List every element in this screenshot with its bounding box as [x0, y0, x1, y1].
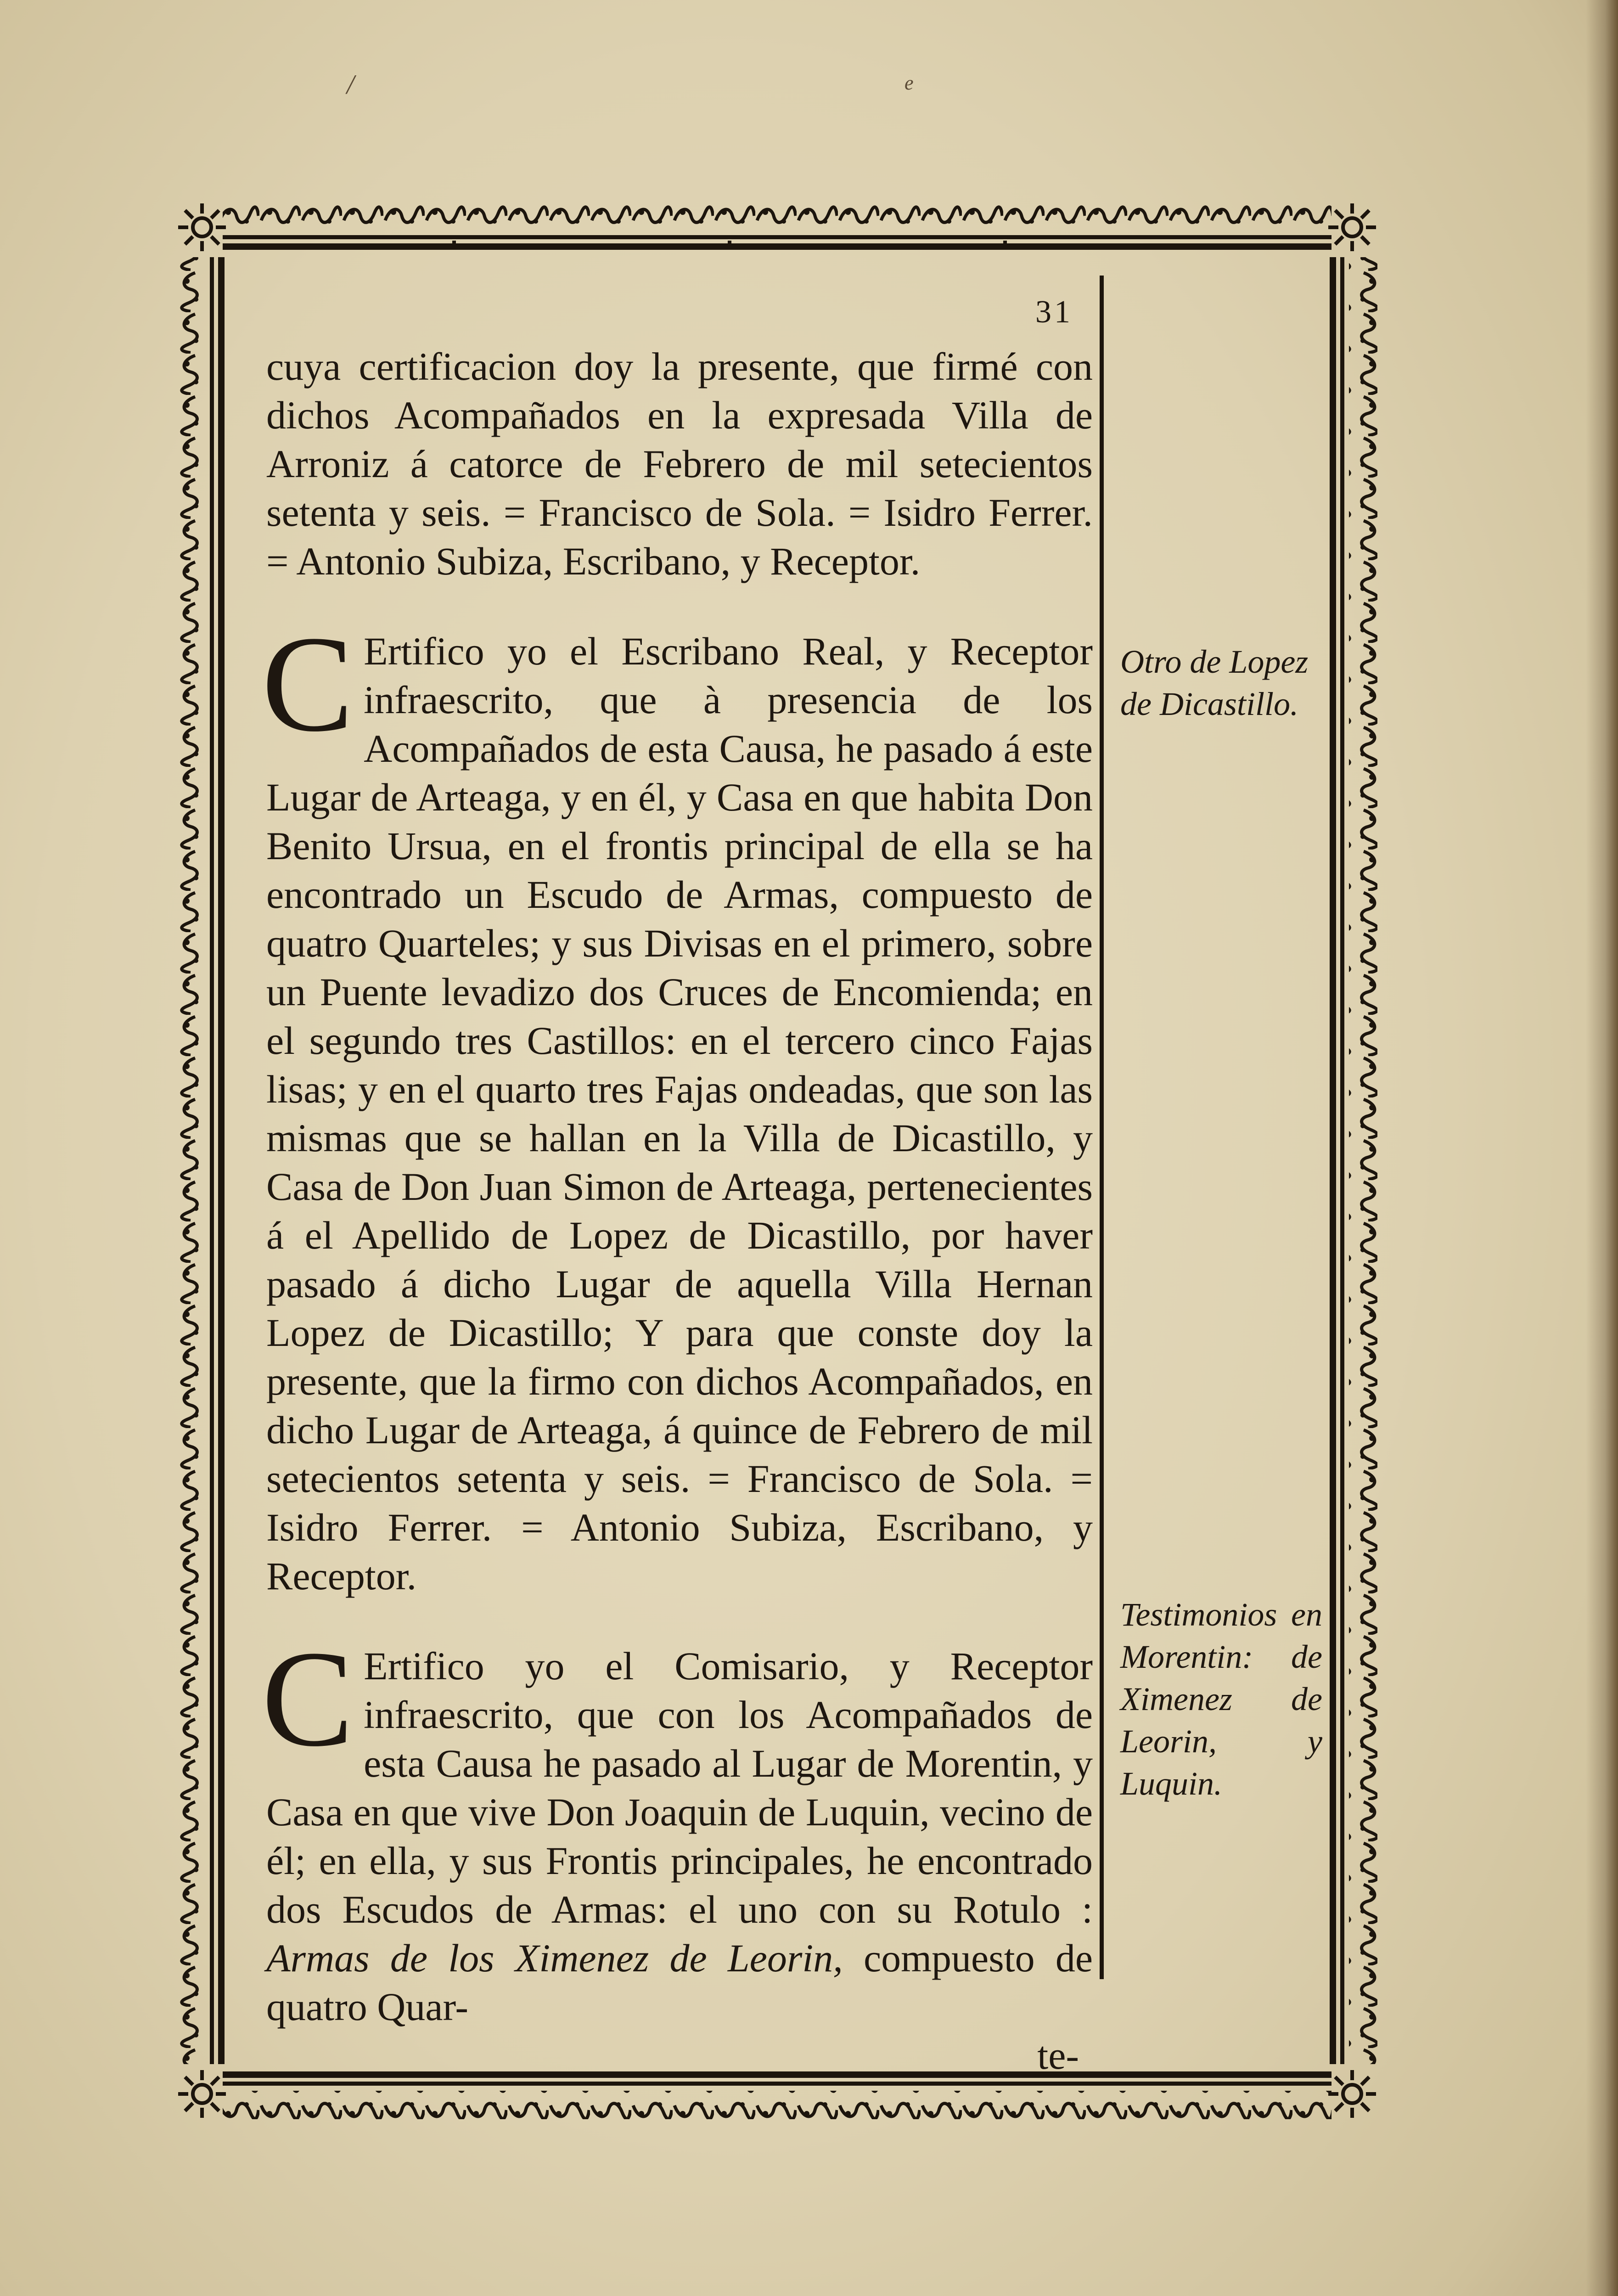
main-text-column	[262, 342, 1093, 2080]
paragraph-text-end: compuesto de quatro Quar-	[266, 1936, 1093, 2029]
corner-sun-ornament-bottom-left	[174, 2066, 230, 2122]
paragraph-certificate-arteaga	[262, 608, 1093, 1600]
margin-note-lopez-dicastillo: Otro de Lopez de Dicastillo.	[1120, 643, 1309, 722]
drop-capital: C	[262, 1622, 354, 1775]
page-number: 31	[1035, 294, 1073, 330]
column-divider-rule	[1100, 276, 1104, 1979]
stray-pen-mark: /	[347, 69, 354, 100]
paragraph-text: Ertifico yo el Escribano Real, y Receptor infraescrito, que à presencia de los Acompañados de esta Causa, he pasado á este Lugar de Arteaga, y en él, y Casa en que habita Don Benito Ursua, en el frontis principal de ella se ha encontrado un Escudo de Armas, compuesto de quatro Quarteles; y sus Divisas en el primero, sobre un Puente levadizo dos Cruces de Encomienda; en el segundo tres Castillos: en el tercero cinco Fajas lisas; y en el quarto tres Fajas ondeadas, que son las mismas que se hallan en la Villa de Dicastillo, y Casa de Don Juan Simon de Arteaga, pertenecientes á el Apellido de Lopez de Dicastillo, por haver pasado á dicho Lugar de aquella Villa Hernan Lopez de Dicastillo; Y para que conste doy la presente, que la firmo con dichos Acompañados, en dicho Lugar de Arteaga, á quince de Febrero de mil setecientos setenta y seis. = Francisco de Sola. = Isidro Ferrer. = Antonio Subiza, Escribano, y Receptor.	[266, 629, 1093, 1598]
paragraph-text: Ertifico yo el Comisario, y Receptor infraescrito, que con los Acompañados de esta Causa he pasado al Lugar de Morentin, y Casa en que vive Don Joaquin de Luquin, vecino de él; en ella, y sus Frontis principales, he encontrado dos Escudos de Armas: el uno con su Rotulo :	[266, 1644, 1093, 1931]
corner-sun-ornament-bottom-right	[1325, 2066, 1380, 2122]
page-edge-shadow	[1586, 0, 1618, 2296]
margin-note-morentin: Testimonios en Morentin: de Ximenez de Leorin, y Luquin.	[1120, 1596, 1322, 1802]
corner-sun-ornament-top-left	[174, 200, 230, 255]
left-ornament-column	[177, 230, 227, 2092]
catchword: te-	[1037, 2033, 1079, 2077]
italic-rotulo: Armas de los Ximenez de Leorin,	[266, 1936, 843, 1980]
paragraph-text: cuya certificacion doy la presente, que firmé con dichos Acompañados en la expresada Villa de Arroniz á catorce de Febrero de mil setecientos setenta y seis. = Francisco de Sola. = Isidro Ferrer. = Antonio Subiza, Escribano, y Receptor.	[266, 344, 1093, 583]
stray-ink-dot: e	[905, 72, 914, 94]
paragraph-continuation	[266, 342, 1093, 585]
drop-capital: C	[262, 608, 354, 760]
corner-sun-ornament-top-right	[1325, 200, 1380, 255]
top-ornament-band	[177, 202, 1377, 253]
paragraph-certificate-morentin	[262, 1622, 1093, 2080]
right-ornament-column	[1327, 230, 1377, 2092]
